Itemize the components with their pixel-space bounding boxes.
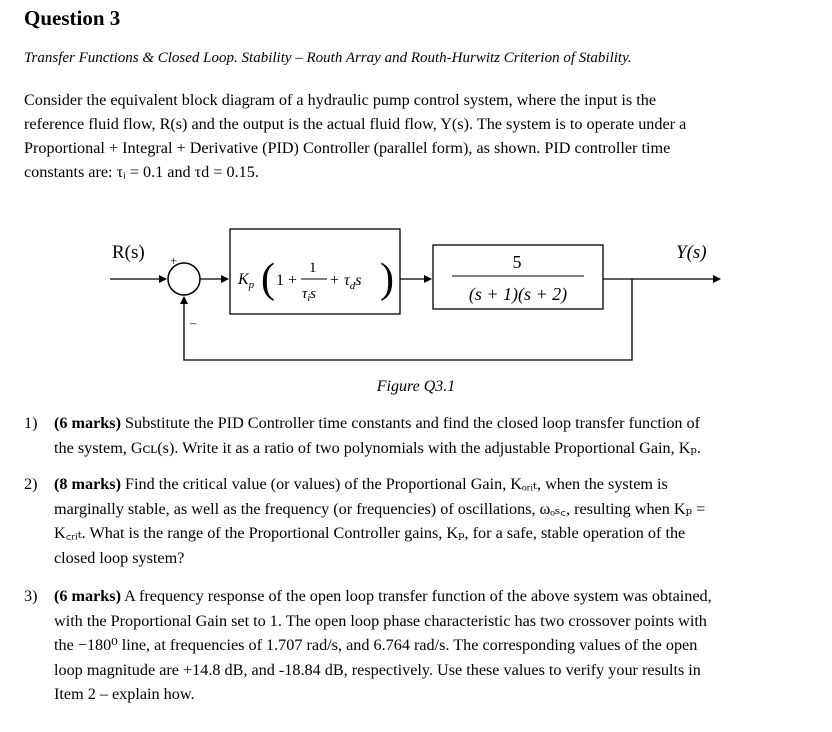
term-one: 1 bbox=[276, 272, 284, 289]
item-text: the −180⁰ line, at frequencies of 1.707 rad/s, and 6.764 rad/s. The corresponding values of the open bbox=[54, 636, 698, 654]
derivative-term: $\tau_ds$ bbox=[344, 272, 362, 292]
item-text: A frequency response of the open loop transfer function of the above system was obtained, bbox=[121, 587, 712, 605]
item-text: marginally stable, as well as the frequency (or frequencies) of oscillations, ωₒₛ꜀, resulting when Kₚ = bbox=[54, 499, 706, 518]
kp-symbol: $K_p$ bbox=[238, 271, 255, 291]
item-text: the system, Gᴄʟ(s). Write it as a ratio of two polynomials with the adjustable Proportional Gain, Kₚ. bbox=[54, 438, 701, 457]
item-text: K꜀ᵣᵢₜ. What is the range of the Proportional Controller gains, Kₚ, for a safe, stable operation of the bbox=[54, 524, 686, 542]
item-number: 1) bbox=[24, 414, 38, 432]
plant-denominator: (s + 1)(s + 2) bbox=[468, 284, 568, 304]
figure-caption: Figure Q3.1 bbox=[376, 378, 456, 395]
output-label: Y(s) bbox=[676, 242, 707, 263]
pid-controller-expression bbox=[237, 256, 394, 304]
close-paren: ) bbox=[380, 256, 394, 302]
item-number: 2) bbox=[24, 475, 38, 493]
block-diagram bbox=[0, 220, 832, 370]
item-marks: (6 marks) bbox=[54, 587, 121, 605]
intro-line: constants are: τᵢ = 0.1 and τd = 0.15. bbox=[24, 163, 259, 181]
summing-junction bbox=[168, 263, 200, 295]
intro-line: reference fluid flow, R(s) and the output is the actual fluid flow, Y(s). The system is to operate under a bbox=[24, 115, 687, 133]
integral-denominator: $\tau_is$ bbox=[302, 286, 316, 304]
item-text: closed loop system? bbox=[54, 548, 185, 567]
question-title: Question 3 bbox=[24, 6, 121, 30]
item-marks: (8 marks) bbox=[54, 475, 121, 493]
plus-one: + bbox=[288, 272, 298, 289]
open-paren: ( bbox=[261, 256, 275, 302]
item-text: Substitute the PID Controller time constants and find the closed loop transfer function of bbox=[121, 414, 701, 432]
intro-line: Proportional + Integral + Derivative (PID) Controller (parallel form), as shown. PID controller time bbox=[24, 139, 671, 157]
item-text: Item 2 – explain how. bbox=[54, 685, 195, 703]
item-text: Find the critical value (or values) of the Proportional Gain, Kₒᵣᵢₜ, when the system is bbox=[121, 475, 668, 493]
item-marks: (6 marks) bbox=[54, 414, 121, 432]
item-number: 3) bbox=[24, 587, 38, 605]
intro-line: Consider the equivalent block diagram of a hydraulic pump control system, where the input is the bbox=[24, 91, 657, 109]
minus-sign: – bbox=[190, 315, 197, 330]
plant-numerator: 5 bbox=[512, 252, 522, 272]
question-subtitle: Transfer Functions & Closed Loop. Stability – Routh Array and Routh-Hurwitz Criterion of Stability. bbox=[24, 50, 632, 66]
item-text: with the Proportional Gain set to 1. The open loop phase characteristic has two crossover points with bbox=[54, 611, 707, 630]
plus-two: + bbox=[330, 272, 340, 289]
item-text: loop magnitude are +14.8 dB, and -18.84 dB, respectively. Use these values to verify your results in bbox=[54, 660, 701, 679]
intro-paragraph bbox=[24, 88, 814, 184]
input-label: R(s) bbox=[112, 242, 145, 263]
plus-sign: + bbox=[170, 253, 178, 268]
integral-numerator: 1 bbox=[309, 260, 317, 276]
